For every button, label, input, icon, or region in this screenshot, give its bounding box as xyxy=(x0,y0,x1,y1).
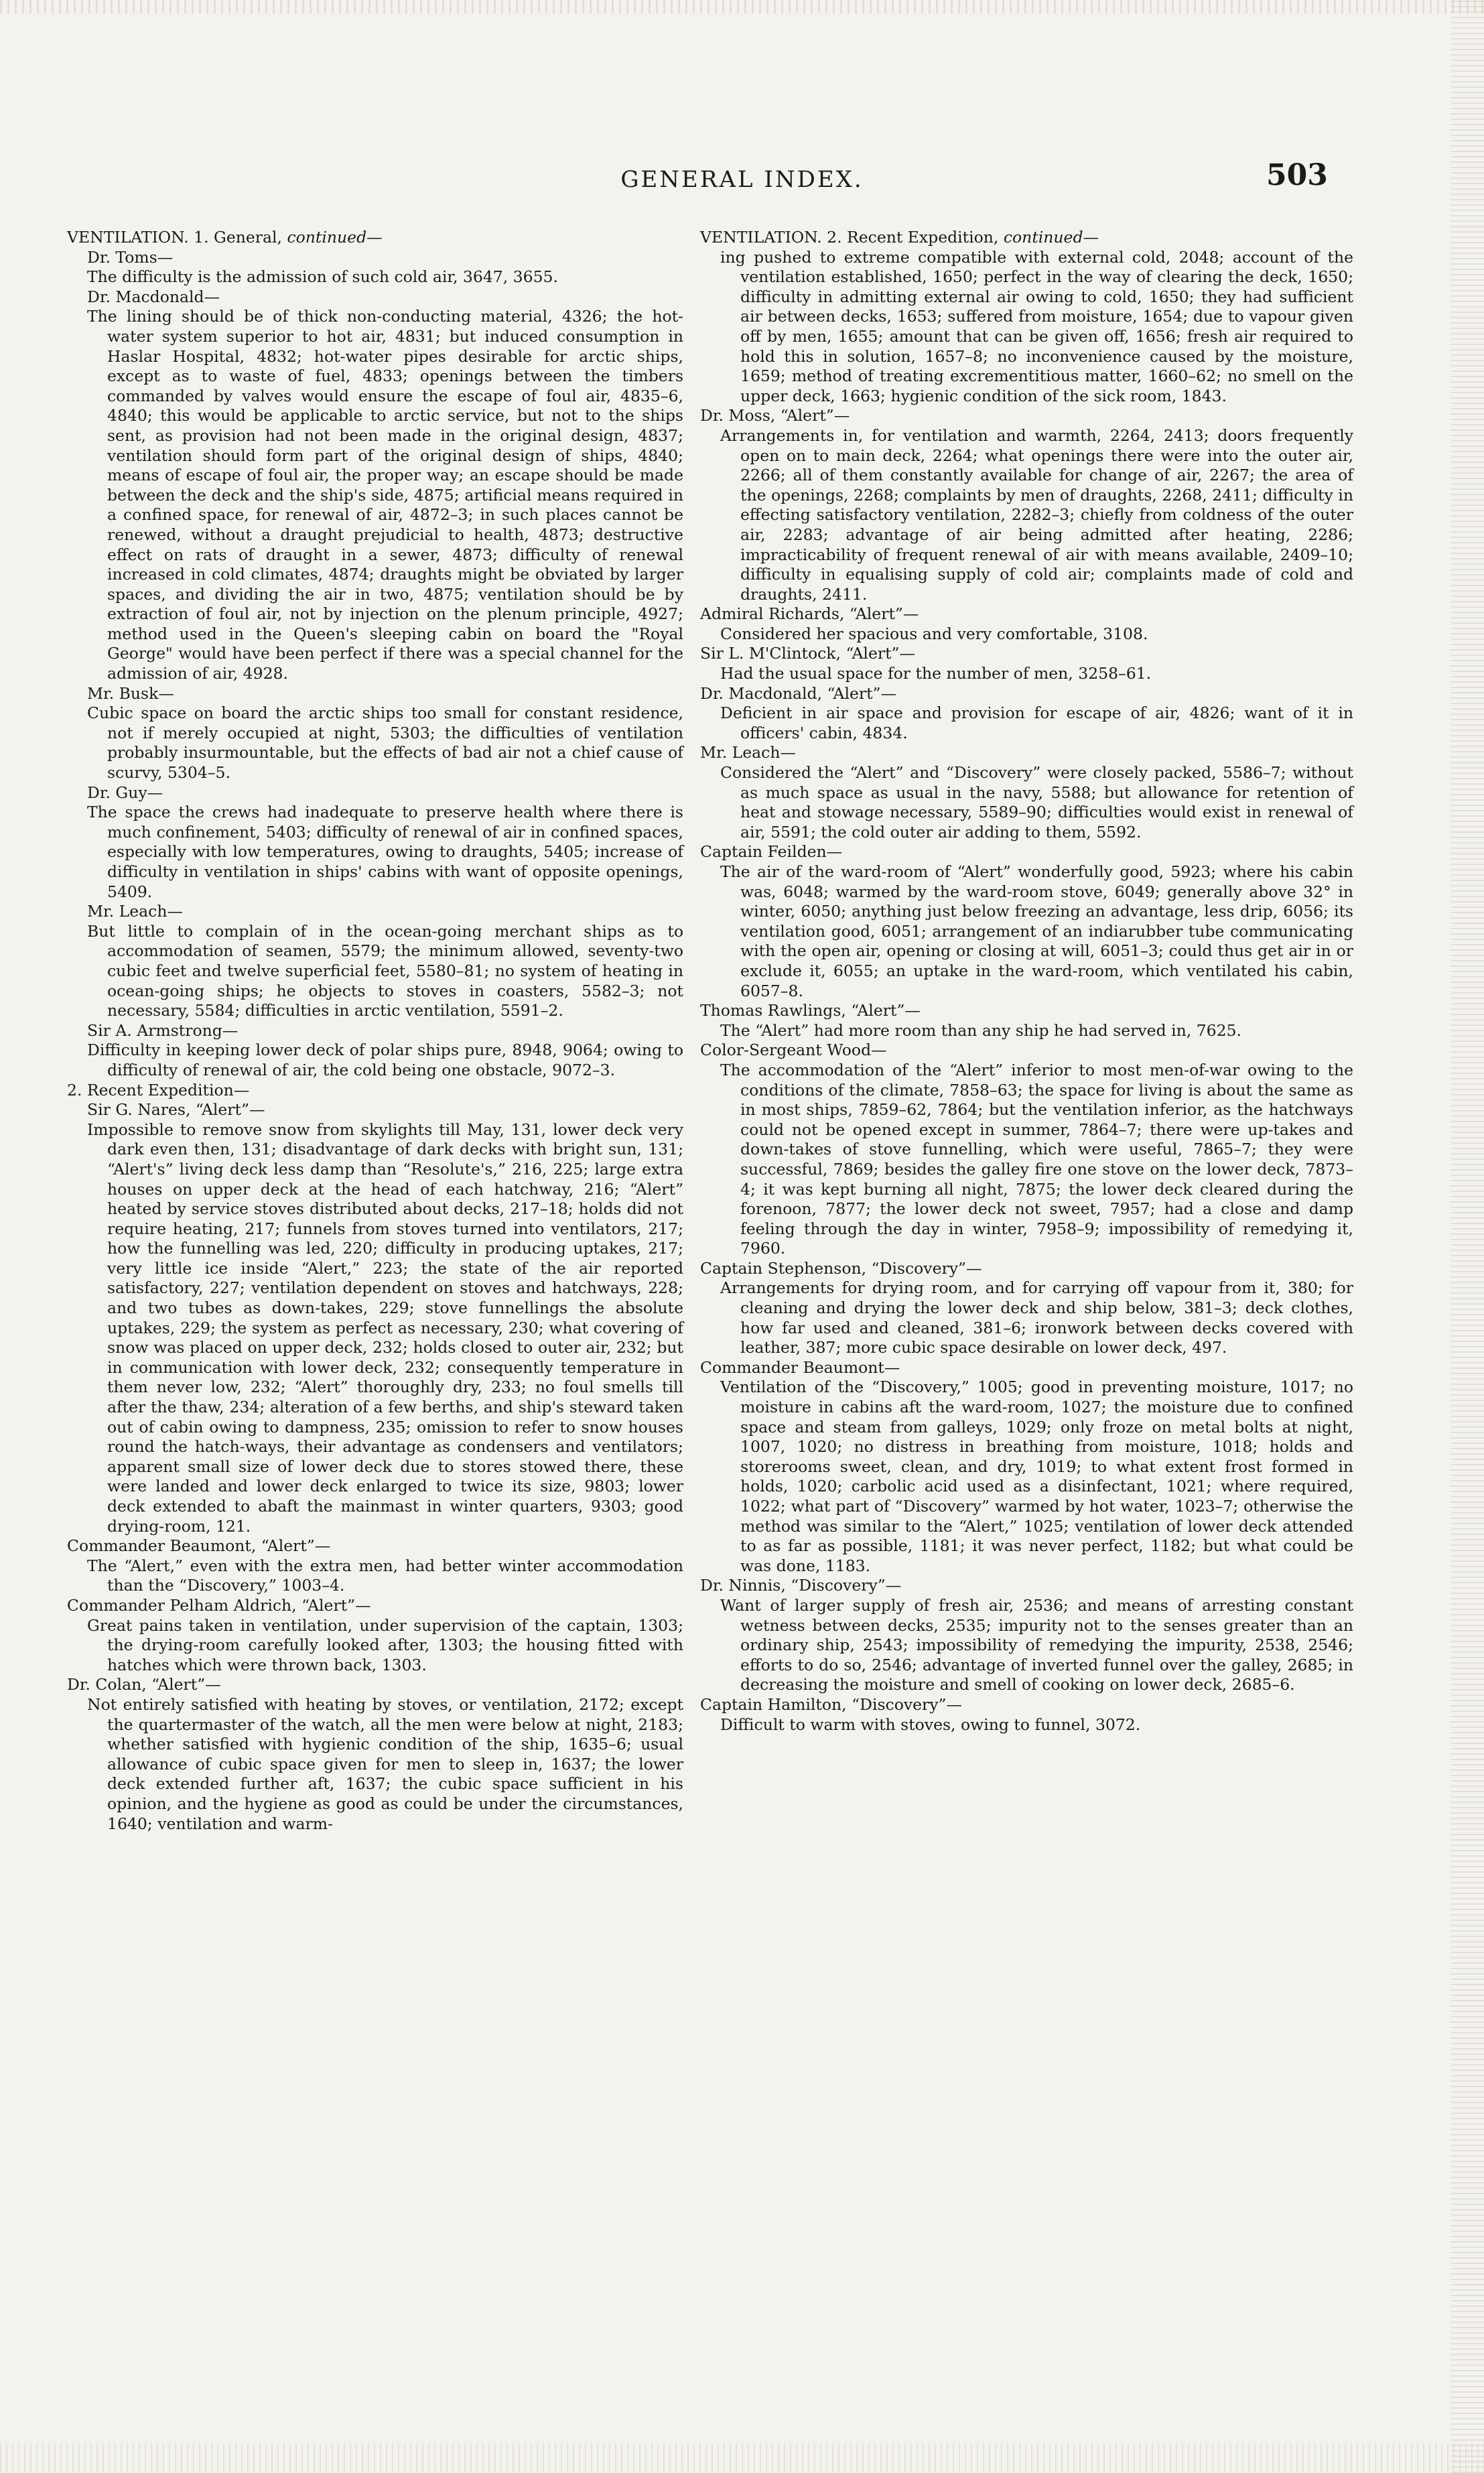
speaker-beaumont: Commander Beaumont— xyxy=(700,1357,900,1377)
entry-hamilton: Difficult to warm with stoves, owing to funnel, 3072. xyxy=(720,1715,1141,1734)
entry-rawlings: The “Alert” had more room than any ship he had served in, 7625. xyxy=(720,1020,1241,1040)
entry-armstrong: Difficulty in keeping lower deck of polar ships pure, 8948, 9064; owing to difficulty of renewal of air, the cold being one obstacle, 9072–3. xyxy=(87,1041,683,1079)
entry-beaumont: Ventilation of the “Discovery,” 1005; good in preventing moisture, 1017; no moisture in cabins aft the ward-room, 1027; the moisture due to confined space and steam from galleys, 1029; only froze on metal bolts at night, 1007, 1020; no distress in breathing from moisture, 1018; holds and storerooms sweet, clean, and dry, 1019; to what extent frost formed in holds, 1020; carbolic acid used as a disinfectant, 1021; where required, 1022; what part of “Discovery” warmed by hot water, 1023–7; otherwise the method was similar to the “Alert,” 1025; ventilation of lower deck attended to as far as possible, 1181; it was never perfect, 1182; but what could be was done, 1183. xyxy=(720,1378,1353,1575)
speaker-leach-right: Mr. Leach— xyxy=(700,743,796,762)
entry-busk: Cubic space on board the arctic ships too small for constant residence, not if merely occupied at night, 5303; the difficulties of ventilation probably insurmountable, but the effects of bad air not a chief cause of scurvy, 5304–5. xyxy=(87,704,683,783)
entry-ninnis: Want of larger supply of fresh air, 2536; and means of arresting constant wetness between decks, 2535; impurity not to the senses greater than an ordinary ship, 2543; impossibility of remedying the impurity, 2538, 2546; efforts to do so, 2546; advantage of inverted funnel over the galley, 2685; in decreasing the moisture and smell of cooking on lower deck, 2685–6. xyxy=(720,1595,1353,1694)
section-heading-right xyxy=(700,228,1353,248)
speaker-aldrich: Commander Pelham Aldrich, “Alert”— xyxy=(67,1595,371,1615)
entry-colan-continued: ing pushed to extreme compatible with external cold, 2048; account of the ventilation established, 1650; perfect in the way of clearing the deck, 1650; difficulty in admitting external air owing to cold, 1650; they had sufficient air between decks, 1653; suffered from moisture, 1654; due to vapour given off by men, 1655; amount that can be given off, 1656; fresh air required to hold this in solution, 1657–8; no inconvenience caused by the moisture, 1659; method of treating excrementitious matter, 1660–62; no smell on the upper deck, 1663; hygienic condition of the sick room, 1843. xyxy=(720,247,1353,405)
entry-nares: Impossible to remove snow from skylights till May, 131, lower deck very dark even then, 131; disadvantage of dark decks with bright sun, 131; “Alert's” living deck less damp than “Resolute's,” 216, 225; large extra houses on upper deck at the head of each hatchway, 216; “Alert” heated by service stoves distributed about decks, 217–18; holds did not require heating, 217; funnels from stoves turned into ventilators, 217; how the funnelling was led, 220; difficulty in producing uptakes, 217; very little ice inside “Alert,” 223; the state of the air reported satisfactory, 227; ventilation dependent on stoves and hatchways, 228; and two tubes as down-takes, 229; stove funnellings the absolute uptakes, 229; the system as perfect as necessary, 230; what covering of snow was placed on upper deck, 232; holds closed to outer air, 232; but in communication with lower deck, 232; consequently temperature in them never low, 232; “Alert” thoroughly dry, 233; no foul smells till after the thaw, 234; alteration of a few berths, and ship's steward taken out of cabin owing to dampness, 235; omission to refer to snow houses round the hatch-ways, their advantage as condensers and ventilators; apparent small size of lower deck due to stores stowed there, these were landed and lower deck enlarged to twice its size, 9803; lower deck extended to abaft the mainmast in winter quarters, 9303; good drying-room, 121. xyxy=(87,1120,683,1536)
entry-guy: The space the crews had inadequate to preserve health where there is much confinement, 5403; difficulty of renewal of air in confined spaces, especially with low temperatures, owing to draughts, 5405; increase of difficulty in ventilation in ships' cabins with want of opposite openings, 5409. xyxy=(87,803,683,901)
speaker-macdonald-alert: Dr. Macdonald, “Alert”— xyxy=(700,683,897,703)
speaker-beaumont-alert: Commander Beaumont, “Alert”— xyxy=(67,1536,331,1556)
entry-wood: The accommodation of the “Alert” inferior to most men-of-war owing to the conditions of the climate, 7858–63; the space for living is about the same as in most ships, 7859–62, 7864; but the ventilation inferior, as the hatchways could not be opened except in summer, 7864–7; there were up-takes and down-takes of stove funnelling, which were useful, 7865–7; they were successful, 7869; besides the galley fire one stove on the lower deck, 7873–4; it was kept burning all night, 7875; the lower deck cleared during the forenoon, 7877; the lower deck not sweet, 7957; had a close and damp feeling through the day in winter, 7958–9; impossibility of remedying it, 7960. xyxy=(720,1060,1353,1258)
speaker-toms: Dr. Toms— xyxy=(87,247,174,267)
heading-main-right: VENTILATION. 2. Recent Expedition, xyxy=(700,228,1004,247)
heading-continued: continued— xyxy=(287,228,383,247)
speaker-leach: Mr. Leach— xyxy=(87,902,183,921)
speaker-mclintock: Sir L. M'Clintock, “Alert”— xyxy=(700,644,916,663)
speaker-richards: Admiral Richards, “Alert”— xyxy=(700,604,919,624)
entry-aldrich: Great pains taken in ventilation, under supervision of the captain, 1303; the drying-room carefully looked after, 1303; the housing fitted with hatches which were thrown back, 1303. xyxy=(87,1615,683,1674)
page-number: 503 xyxy=(1266,158,1328,192)
entry-toms: The difficulty is the admission of such cold air, 3647, 3655. xyxy=(87,267,558,287)
left-column xyxy=(67,228,683,1834)
section-heading xyxy=(67,228,683,248)
entry-leach: But little to complain of in the ocean-going merchant ships as to accommodation of seamen, 5579; the minimum allowed, seventy-two cubic feet and twelve superficial feet, 5580–81; no system of heating in ocean-going ships; he objects to stoves in coasters, 5582–3; not necessary, 5584; difficulties in arctic ventilation, 5591–2. xyxy=(87,921,683,1020)
speaker-colan: Dr. Colan, “Alert”— xyxy=(67,1675,221,1694)
speaker-rawlings: Thomas Rawlings, “Alert”— xyxy=(700,1001,921,1020)
right-column xyxy=(700,228,1353,1735)
scan-noise-bottom xyxy=(0,2443,1484,2473)
entry-richards: Considered her spacious and very comfortable, 3108. xyxy=(720,624,1148,643)
entry-macdonald-alert: Deficient in air space and provision for escape of air, 4826; want of it in officers' cabin, 4834. xyxy=(720,704,1353,742)
speaker-macdonald: Dr. Macdonald— xyxy=(87,287,220,306)
speaker-hamilton: Captain Hamilton, “Discovery”— xyxy=(700,1694,963,1714)
heading-continued-right: continued— xyxy=(1003,228,1099,247)
entry-leach-right: Considered the “Alert” and “Discovery” were closely packed, 5586–7; without as much space as usual in the navy, 5588; but allowance for retention of heat and stowage necessary, 5589–90; difficulties would exist in renewal of air, 5591; the cold outer air adding to them, 5592. xyxy=(720,763,1353,842)
entry-beaumont-alert: The “Alert,” even with the extra men, had better winter accommodation than the “Discovery,” 1003–4. xyxy=(87,1556,683,1595)
entry-moss: Arrangements in, for ventilation and warmth, 2264, 2413; doors frequently open on to main deck, 2264; what openings there were into the outer air, 2266; all of them constantly available for change of air, 2267; the area of the openings, 2268; complaints by men of draughts, 2268, 2411; difficulty in effecting satisfactory ventilation, 2282–3; chiefly from coldness of the outer air, 2283; advantage of air being admitted after heating, 2286; impracticability of frequent renewal of air with means available, 2409–10; difficulty in equalising supply of cold air; complaints made of cold and draughts, 2411. xyxy=(720,425,1353,604)
speaker-wood: Color-Sergeant Wood— xyxy=(700,1041,887,1060)
speaker-moss: Dr. Moss, “Alert”— xyxy=(700,406,850,425)
entry-stephenson: Arrangements for drying room, and for carrying off vapour from it, 380; for cleaning and drying the lower deck and ship below, 381–3; deck clothes, how far used and cleaned, 381–6; ironwork between decks covered with leather, 387; more cubic space desirable on lower deck, 497. xyxy=(720,1278,1353,1357)
running-head: GENERAL INDEX. xyxy=(620,166,864,193)
entry-macdonald: The lining should be of thick non-conducting material, 4326; the hot-water system superior to hot air, 4831; but induced consumption in Haslar Hospital, 4832; hot-water pipes desirable for arctic ships, except as to waste of fuel, 4833; openings between the timbers commanded by valves would ensure the escape of foul air, 4835–6, 4840; this would be applicable to arctic service, but not to the ships sent, as provision had not been made in the original design, 4837; ventilation should form part of the original design of ships, 4840; means of escape of foul air, the proper way; an escape should be made between the deck and the ship's side, 4875; artificial means required in a confined space, for renewal of air, 4872–3; in such places cannot be renewed, without a draught prejudicial to health, 4873; destructive effect on rats of draught in a sewer, 4873; difficulty of renewal increased in cold climates, 4874; draughts might be obviated by larger spaces, and dividing the air in two, 4875; ventilation should be by extraction of foul air, not by injection on the plenum principle, 4927; method used in the Queen's sleeping cabin on board the "Royal George" would have been perfect if there was a special channel for the admission of air, 4928. xyxy=(87,307,683,683)
speaker-feilden: Captain Feilden— xyxy=(700,842,843,862)
scan-noise-right xyxy=(1451,0,1484,2473)
scan-noise-top xyxy=(0,0,1484,13)
speaker-guy: Dr. Guy— xyxy=(87,783,163,802)
speaker-ninnis: Dr. Ninnis, “Discovery”— xyxy=(700,1576,902,1595)
speaker-stephenson: Captain Stephenson, “Discovery”— xyxy=(700,1258,982,1278)
speaker-busk: Mr. Busk— xyxy=(87,683,174,703)
heading-main: VENTILATION. 1. General, xyxy=(67,228,287,247)
speaker-armstrong: Sir A. Armstrong— xyxy=(87,1020,239,1040)
speaker-nares: Sir G. Nares, “Alert”— xyxy=(87,1100,265,1120)
entry-feilden: The air of the ward-room of “Alert” wonderfully good, 5923; where his cabin was, 6048; warmed by the ward-room stove, 6049; generally above 32° in winter, 6050; anything just below freezing an advantage, less drip, 6056; its ventilation good, 6051; arrangement of an indiarubber tube communicating with the open air, opening or closing at will, 6051–3; could thus get air in or exclude it, 6055; an uptake in the ward-room, which ventilated his cabin, 6057–8. xyxy=(720,862,1353,1000)
subsection-recent-expedition: 2. Recent Expedition— xyxy=(67,1080,250,1099)
entry-colan: Not entirely satisfied with heating by stoves, or ventilation, 2172; except the quartermaster of the watch, all the men were below at night, 2183; whether satisfied with hygienic condition of the ship, 1635–6; usual allowance of cubic space given for men to sleep in, 1637; the lower deck extended further aft, 1637; the cubic space sufficient in his opinion, and the hygiene as good as could be under the circumstances, 1640; ventilation and warm- xyxy=(87,1694,683,1833)
entry-mclintock: Had the usual space for the number of men, 3258–61. xyxy=(720,664,1152,683)
